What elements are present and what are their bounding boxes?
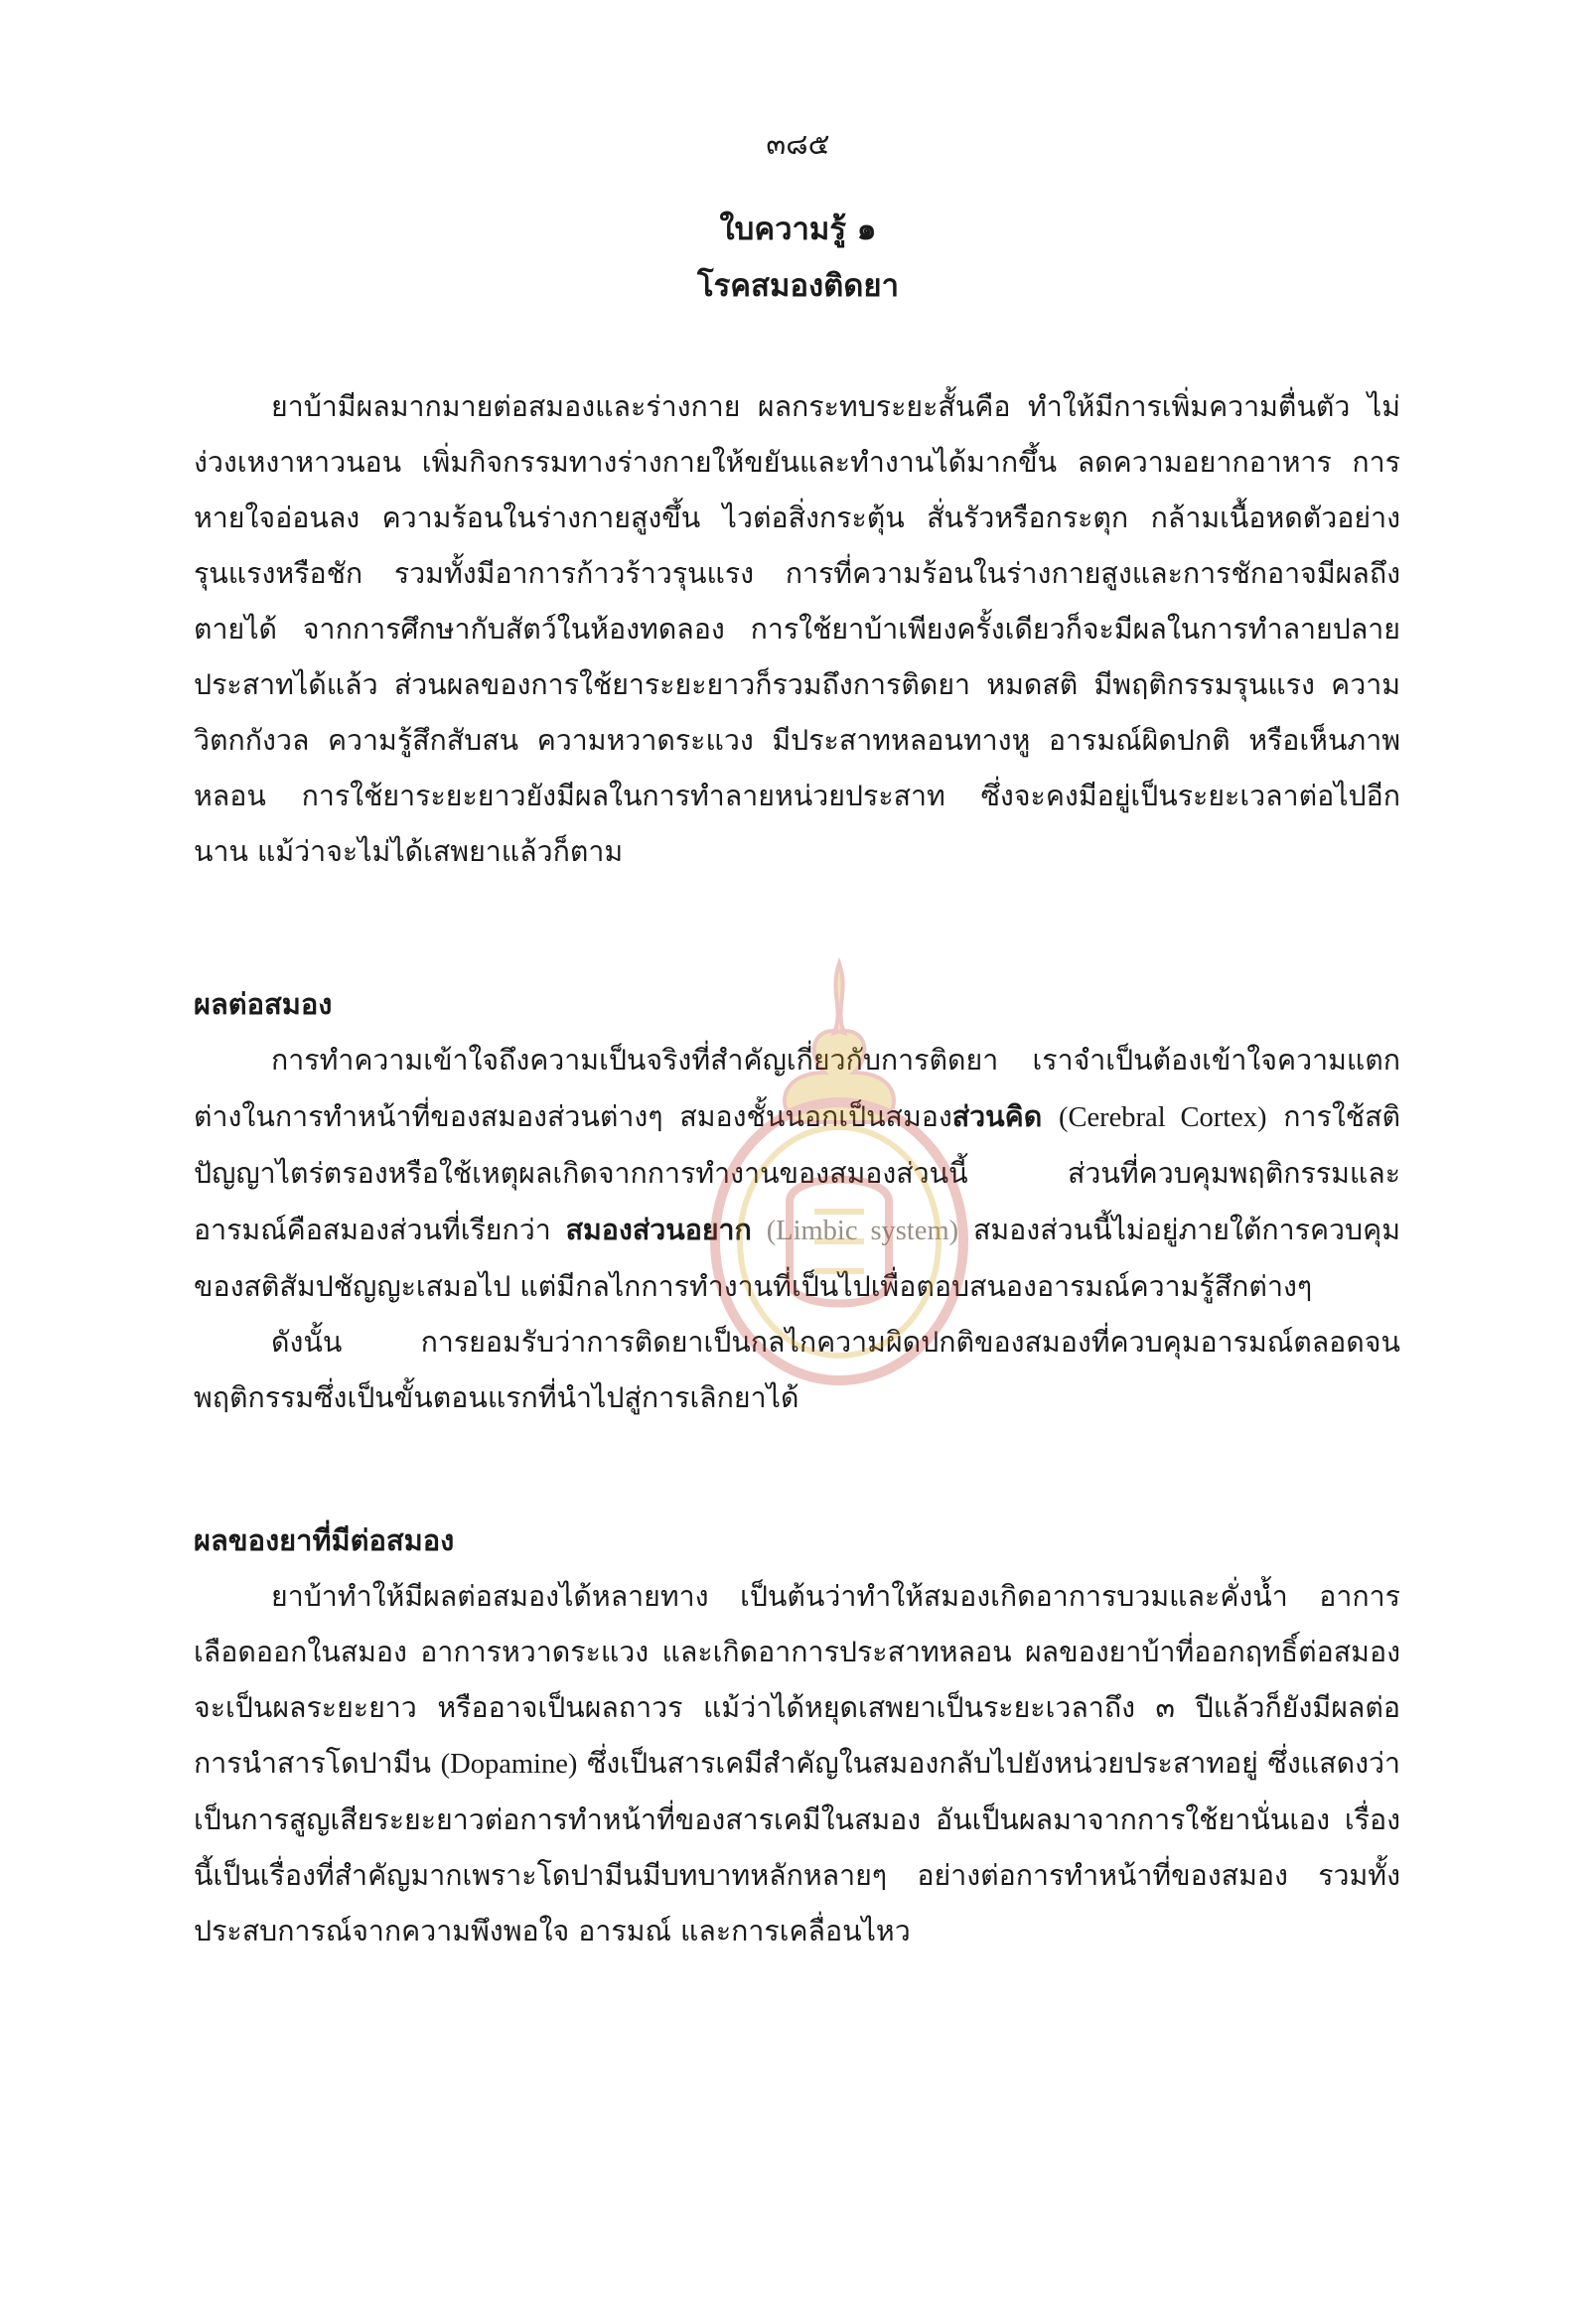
brain-text-2: ดังนั้น การยอมรับว่าการติดยาเป็นกลไกความผิดปกติของสมองที่ควบคุมอารมณ์ตลอดจนพฤติกรรมซึ่งเป็นขั้นตอนแรกที่นำไปสู่การเลิกยาได้ xyxy=(194,1326,1400,1414)
page-title: ใบความรู้ ๑ xyxy=(719,212,877,247)
drug-text-b: ซึ่งเป็นสารเคมีสำคัญในสมองกลับไปยังหน่วยประสาทอยู่ ซึ่งแสดงว่าเป็นการสูญเสียระยะยาวต่อการทำหน้าที่ของสารเคมีในสมอง อันเป็นผลมาจากการใช้ยานั่นเอง เรื่องนี้เป็นเรื่องที่สำคัญมากเพราะโดปามีนมีบทบาทหลักหลายๆ อย่างต่อการทำหน้าที่ของสมอง รวมทั้งประสบการณ์จากความพึงพอใจ อารมณ์ และการเคลื่อนไหว xyxy=(194,1747,1400,1947)
intro-text: ยาบ้ามีผลมากมายต่อสมองและร่างกาย ผลกระทบระยะสั้นคือ ทำให้มีการเพิ่มความตื่นตัว ไม่ง่วงเหงาหาวนอน เพิ่มกิจกรรมทางร่างกายให้ขยันและทำงานได้มากขึ้น ลดความอยากอาหาร การหายใจอ่อนลง ความร้อนในร่างกายสูงขึ้น ไวต่อสิ่งกระตุ้น สั่นรัวหรือกระตุก กล้ามเนื้อหดตัวอย่างรุนแรงหรือชัก รวมทั้งมีอาการก้าวร้าวรุนแรง การที่ความร้อนในร่างกายสูงและการชักอาจมีผลถึงตายได้ จากการศึกษากับสัตว์ในห้องทดลอง การใช้ยาบ้าเพียงครั้งเดียวก็จะมีผลในการทำลายปลายประสาทได้แล้ว ส่วนผลของการใช้ยาระยะยาวก็รวมถึงการติดยา หมดสติ มีพฤติกรรมรุนแรง ความวิตกกังวล ความรู้สึกสับสน ความหวาดระแวง มีประสาทหลอนทางหู อารมณ์ผิดปกติ หรือเห็นภาพหลอน การใช้ยาระยะยาวยังมีผลในการทำลายหน่วยประสาท ซึ่งจะคงมีอยู่เป็นระยะเวลาต่อไปอีกนาน แม้ว่าจะไม่ได้เสพยาแล้วก็ตาม xyxy=(194,390,1400,868)
term-thinking-en: (Cerebral Cortex) xyxy=(1059,1102,1267,1133)
term-desire: สมองส่วนอยาก xyxy=(565,1213,752,1246)
section-heading-brain: ผลต่อสมอง xyxy=(194,987,333,1021)
intro-paragraph xyxy=(194,379,1400,880)
brain-text-c: สมองส่วนนี้ไม่อยู่ภายใต้การควบคุมของสติสัมปชัญญะเสมอไป แต่มีกลไกการทำงานที่เป็นไปเพื่อตอบสนองอารมณ์ความรู้สึกต่างๆ xyxy=(194,1214,1400,1303)
brain-paragraph xyxy=(194,1033,1400,1426)
term-desire-en: (Limbic system) xyxy=(766,1216,959,1246)
term-thinking: ส่วนคิด xyxy=(951,1099,1043,1133)
section-heading-drug-effect: ผลของยาที่มีต่อสมอง xyxy=(194,1523,455,1557)
term-dopamine: (Dopamine) xyxy=(440,1749,578,1780)
brain-text-b: การใช้สติปัญญาไตร่ตรองหรือใช้เหตุผลเกิดจากการทำงานของสมองส่วนนี้ ส่วนที่ควบคุมพฤติกรรมและอารมณ์คือสมองส่วนที่เรียกว่า xyxy=(194,1100,1400,1246)
brain-text-a: การทำความเข้าใจถึงความเป็นจริงที่สำคัญเกี่ยวกับการติดยา เราจำเป็นต้องเข้าใจความแตกต่างในการทำหน้าที่ของสมองส่วนต่างๆ สมองชั้นนอกเป็นสมอง xyxy=(194,1044,1400,1133)
page-number: ๓๘๕ xyxy=(766,127,830,161)
drug-text-a: ยาบ้าทำให้มีผลต่อสมองได้หลายทาง เป็นต้นว่าทำให้สมองเกิดอาการบวมและคั่งน้ำ อาการเลือดออกในสมอง อาการหวาดระแวง และเกิดอาการประสาทหลอน ผลของยาบ้าที่ออกฤทธิ์ต่อสมองจะเป็นผลระยะยาว หรืออาจเป็นผลถาวร แม้ว่าได้หยุดเสพยาเป็นระยะเวลาถึง ๓ ปีแล้วก็ยังมีผลต่อการนำสารโดปามีน xyxy=(194,1580,1400,1780)
drug-effect-paragraph xyxy=(194,1569,1400,1959)
page-subtitle: โรคสมองติดยา xyxy=(697,268,899,304)
